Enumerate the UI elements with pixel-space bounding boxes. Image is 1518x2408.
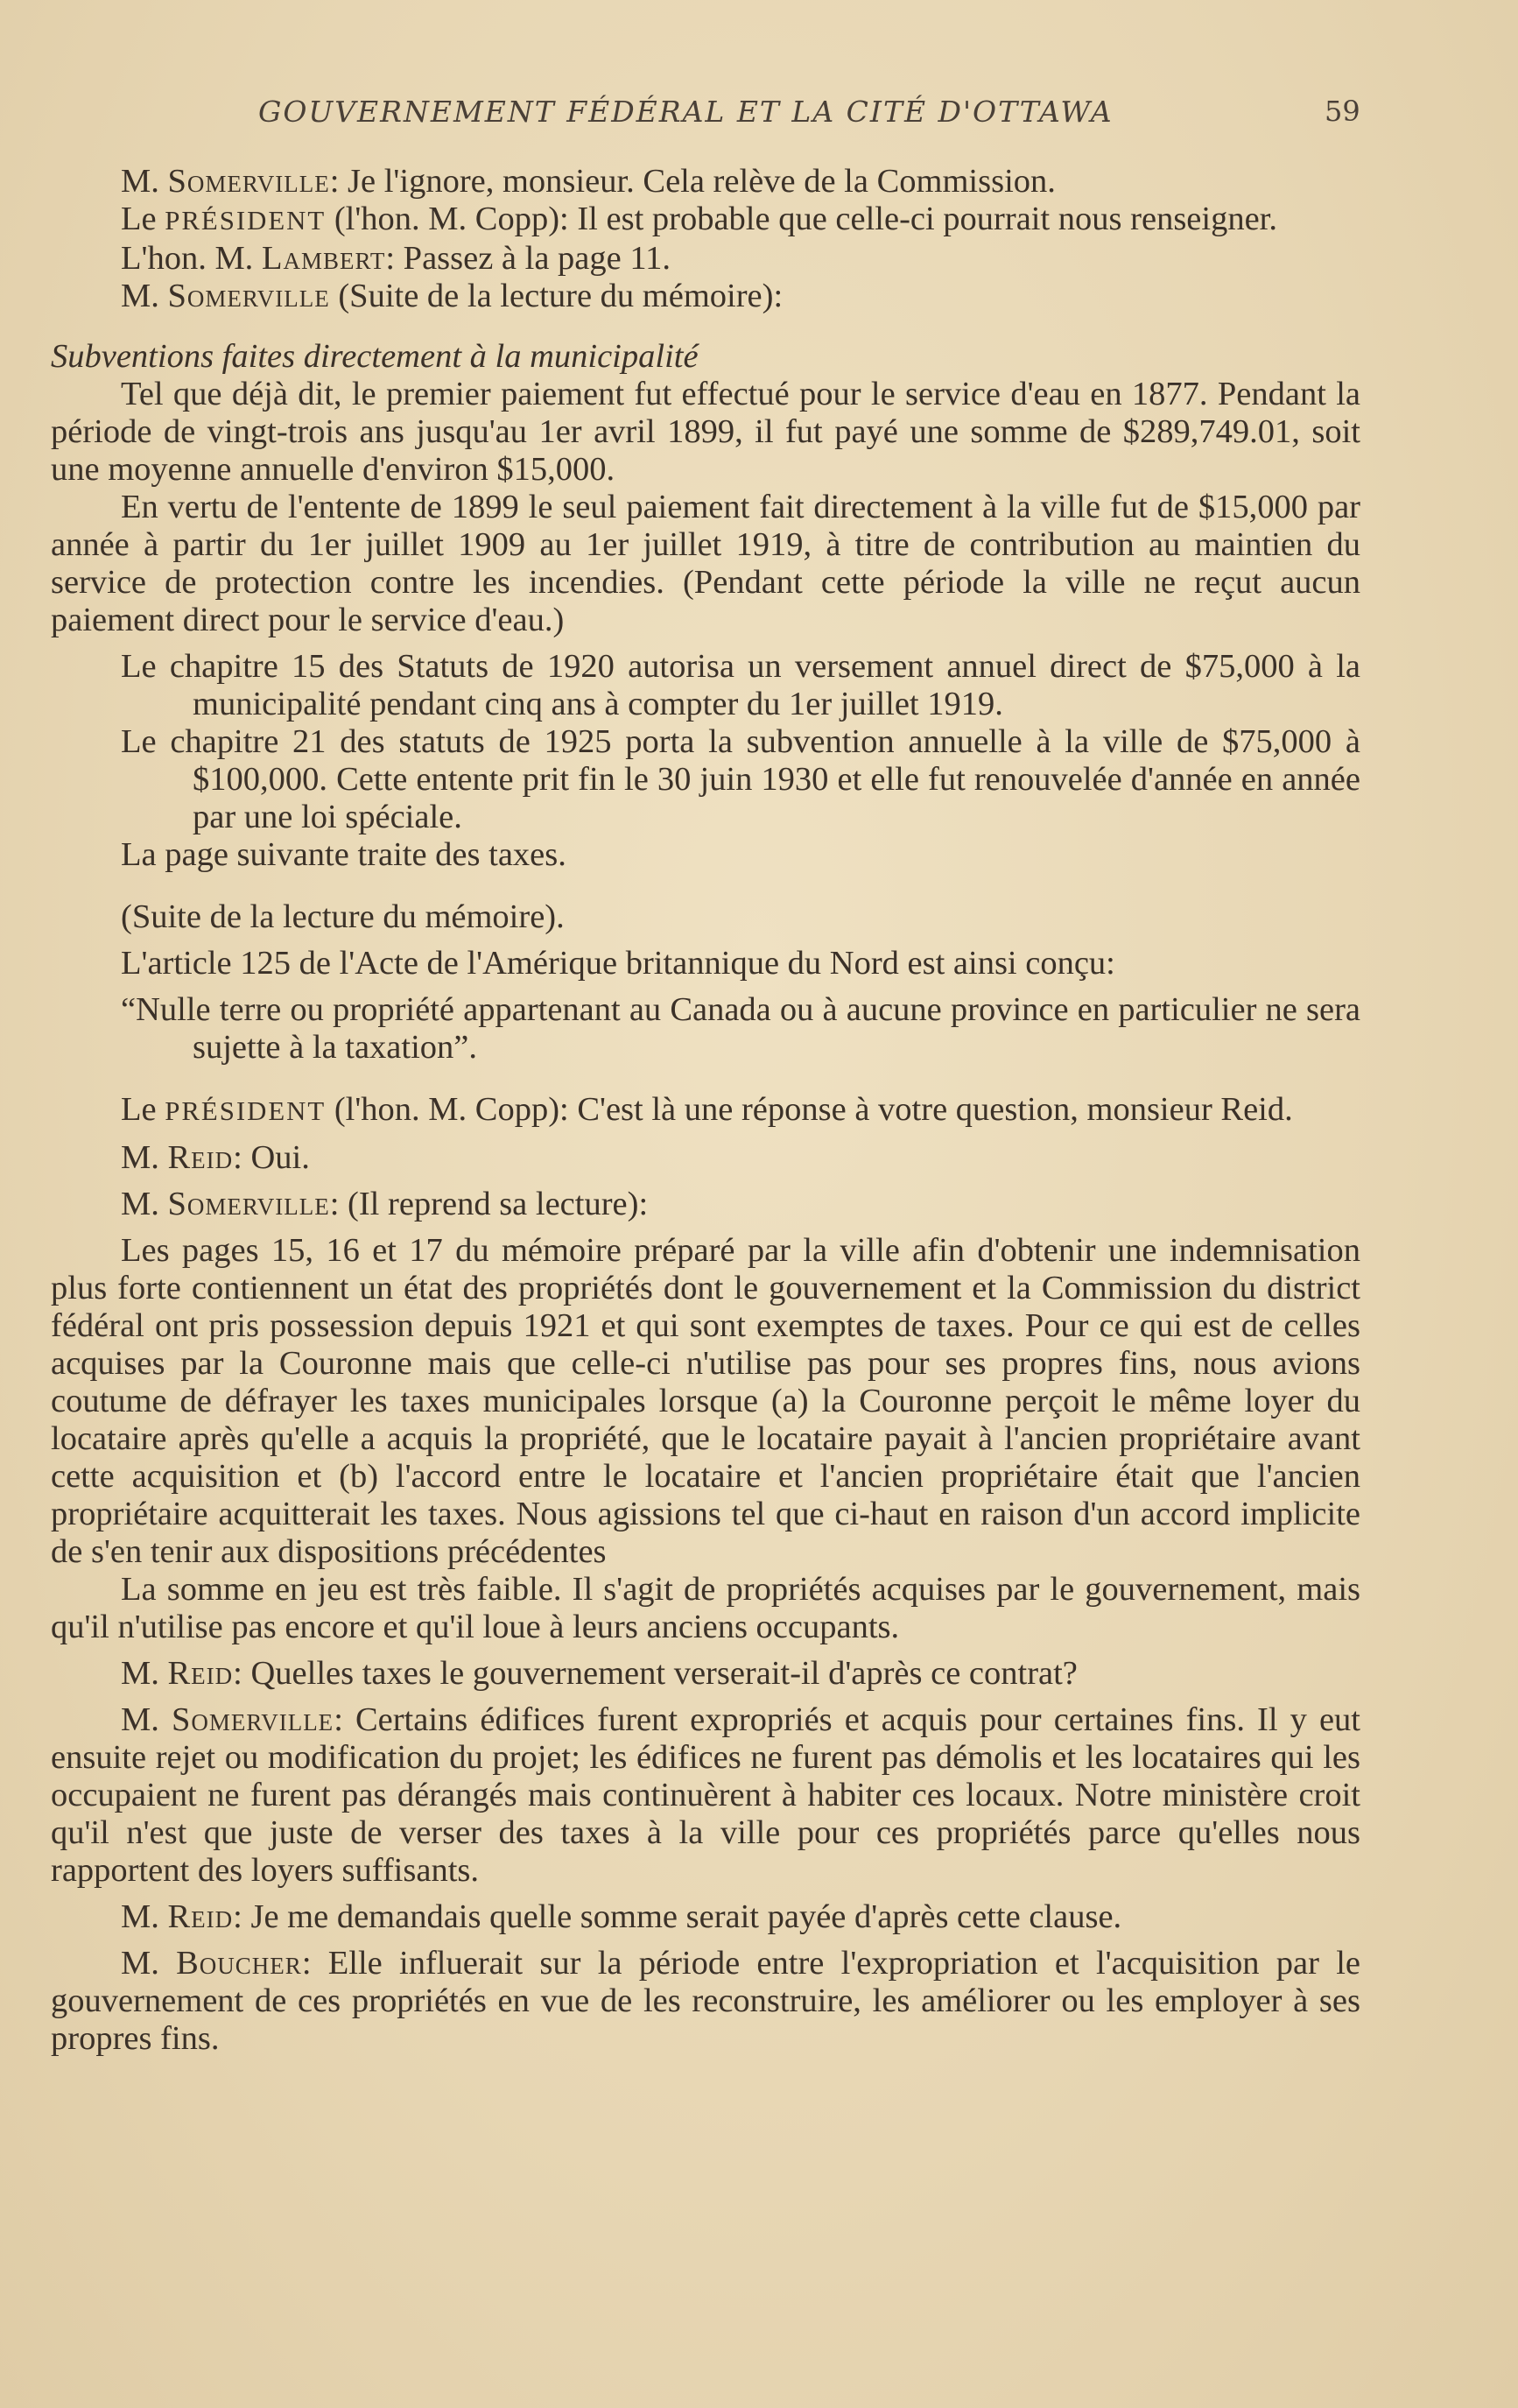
paragraph-body: En vertu de l'entente de 1899 le seul paiement fait directement à la ville fut de $15,000 par année à partir du 1er juillet 1909 au 1er juillet 1919, à titre de contribution au maintien du service de protection contre les incendies. (Pendant cette période la ville ne reçut aucun paiement direct pour le service d'eau.) bbox=[51, 489, 1360, 638]
paragraph-reid-2: M. Reid: Quelles taxes le gouvernement verserait-il d'après ce contrat? bbox=[121, 1655, 1078, 1692]
speaker-president: PRÉSIDENT bbox=[165, 206, 327, 236]
paragraph-hanging: Le chapitre 15 des Statuts de 1920 autorisa un versement annuel direct de $75,000 à la municipalité pendant cinq ans à compter du 1er juillet 1919. bbox=[121, 648, 1360, 722]
paragraph-body: Les pages 15, 16 et 17 du mémoire préparé par la ville afin d'obtenir une indemnisation plus forte contiennent un état des propriétés dont le gouvernement et la Commission du district fédéral ont pris possession depuis 1921 et qui sont exemptes de taxes. Pour ce qui est de celles acquises par la Couronne mais que celle-ci n'utilise pas pour ses propres fins, nous avions coutume de défrayer les taxes municipales lorsque (a) la Couronne perçoit le même loyer du locataire après qu'elle a acquis la propriété, que le locataire payait à l'ancien propriétaire avant cette acquisition et (b) l'accord entre le locataire et l'ancien propriétaire était que l'ancien propriétaire acquitterait les taxes. Nous agissions tel que ci-haut en raison d'un accord implicite de s'en tenir aux dispositions précédentes bbox=[51, 1232, 1360, 1570]
paragraph-lambert: L'hon. M. Lambert: Passez à la page 11. bbox=[121, 240, 671, 277]
paragraph-reid-1: M. Reid: Oui. bbox=[121, 1139, 310, 1176]
speaker-president: PRÉSIDENT bbox=[165, 1096, 327, 1126]
speaker-reid: Reid bbox=[167, 1898, 234, 1935]
paragraph-body: Tel que déjà dit, le premier paiement fut effectué pour le service d'eau en 1877. Pendant la période de vingt-trois ans jusqu'au 1er avril 1899, il fut payé une somme de $289,749.01, soit une moyenne annuelle d'environ $15,000. bbox=[51, 376, 1360, 488]
page-number: 59 bbox=[1325, 95, 1360, 128]
paragraph-hanging: Le chapitre 21 des statuts de 1925 porta la subvention annuelle à la ville de $75,000 à $100,000. Cette entente prit fin le 30 juin 1930 et elle fut renouvelée d'année en année par une loi spéciale. bbox=[121, 723, 1360, 835]
running-title: GOUVERNEMENT FÉDÉRAL ET LA CITÉ D'OTTAWA bbox=[258, 95, 1114, 129]
paragraph-hanging: La page suivante traite des taxes. bbox=[121, 836, 566, 873]
paragraph-boucher: M. Boucher: Elle influerait sur la période entre l'expropriation et l'acquisition par le gouvernement de ces propriétés en vue de les reconstruire, les améliorer ou les employer à ses propres fins. bbox=[51, 1945, 1361, 2057]
document-body bbox=[51, 163, 1360, 2058]
paragraph-somerville-3: M. Somerville: (Il reprend sa lecture): bbox=[121, 1186, 649, 1222]
page-header bbox=[0, 95, 1518, 138]
paragraph-somerville-2: M. Somerville (Suite de la lecture du mémoire): bbox=[121, 278, 784, 314]
speaker-lambert: Lambert bbox=[261, 240, 386, 277]
paragraph-reid-3: M. Reid: Je me demandais quelle somme serait payée d'après cette clause. bbox=[121, 1898, 1122, 1935]
speaker-somerville: Somerville bbox=[167, 278, 330, 314]
paragraph-president-2: Le PRÉSIDENT (l'hon. M. Copp): C'est là une réponse à votre question, monsieur Reid. bbox=[121, 1091, 1293, 1128]
speaker-reid: Reid bbox=[167, 1139, 234, 1176]
paragraph-president-1: Le PRÉSIDENT (l'hon. M. Copp): Il est probable que celle-ci pourrait nous renseigner. bbox=[121, 201, 1277, 237]
quotation: “Nulle terre ou propriété appartenant au Canada ou à aucune province en particulier ne sera sujette à la taxation”. bbox=[121, 991, 1360, 1066]
speaker-reid: Reid bbox=[167, 1655, 234, 1692]
paragraph-somerville-4: M. Somerville: Certains édifices furent expropriés et acquis pour certaines fins. Il y eut ensuite rejet ou modification du projet; les édifices ne furent pas démolis et les locataires qui les occupaient ne furent pas dérangés mais continuèrent à habiter ces locaux. Notre ministère croit qu'il n'est que juste de verser des taxes à la ville pour ces propriétés parce qu'elles nous rapportent des loyers suffisants. bbox=[51, 1701, 1361, 1889]
paragraph-somerville-1: M. Somerville: Je l'ignore, monsieur. Cela relève de la Commission. bbox=[121, 163, 1056, 200]
speaker-boucher: Boucher bbox=[176, 1945, 302, 1982]
speaker-somerville: Somerville bbox=[171, 1701, 334, 1738]
paragraph-body: La somme en jeu est très faible. Il s'agit de propriétés acquises par le gouvernement, mais qu'il n'utilise pas encore et qu'il loue à leurs anciens occupants. bbox=[51, 1571, 1360, 1645]
speaker-somerville: Somerville bbox=[167, 163, 330, 200]
paragraph-hanging: (Suite de la lecture du mémoire). bbox=[121, 898, 565, 935]
speaker-somerville: Somerville bbox=[167, 1186, 330, 1222]
section-subtitle: Subventions faites directement à la municipalité bbox=[51, 338, 699, 375]
paragraph-hanging: L'article 125 de l'Acte de l'Amérique britannique du Nord est ainsi conçu: bbox=[121, 945, 1115, 982]
